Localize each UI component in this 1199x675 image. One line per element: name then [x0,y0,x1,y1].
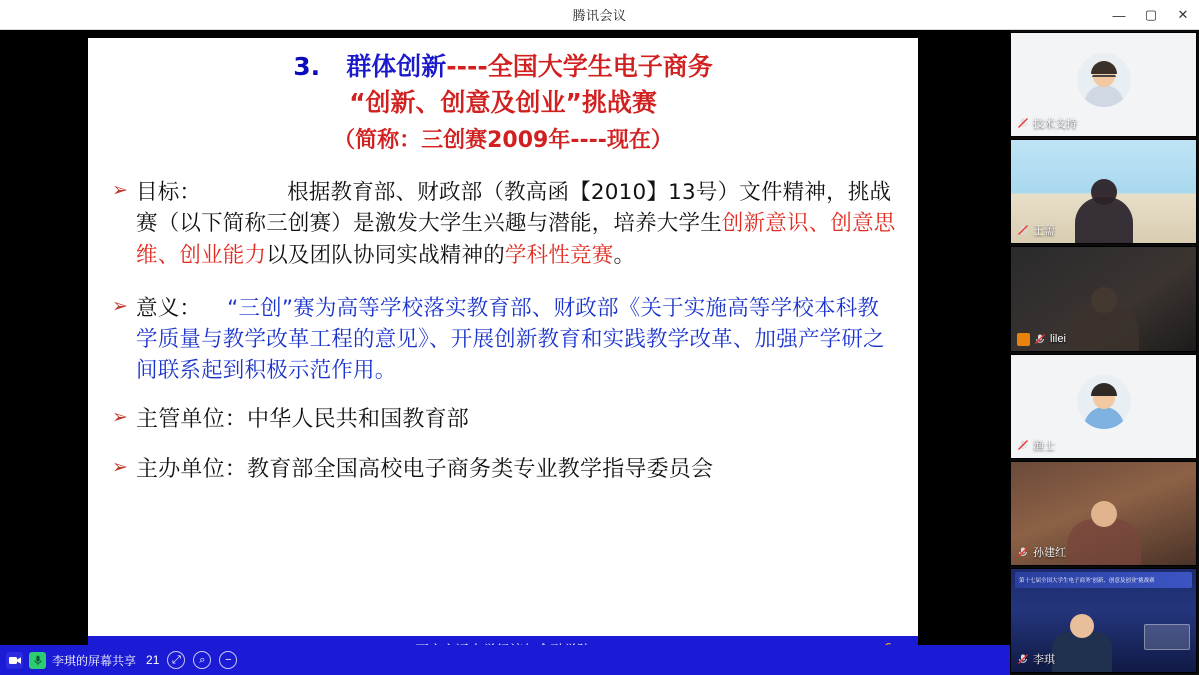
fit-icon[interactable]: ⤢ [167,651,185,669]
participant-rail [1010,30,1199,675]
minimize-button[interactable]: — [1112,7,1126,23]
participant-name-row [1017,115,1077,131]
participant-tile[interactable] [1010,32,1197,137]
presentation-slide [88,38,918,662]
maximize-button[interactable]: ▢ [1144,7,1158,22]
participant-tile-active-speaker[interactable] [1010,568,1197,673]
mic-muted-icon [1017,117,1029,129]
participant-name: 孙建红 [1033,546,1066,559]
slide-title-red: ----全国大学生电子商务 [446,52,713,81]
participant-name: lilei [1050,333,1066,346]
participant-tile[interactable] [1010,354,1197,459]
bullet-seg-bold: 团队协同实战精神 [309,242,484,268]
slide-title-line3: （简称：三创赛2009年----现在） [333,127,673,153]
meeting-stage [0,30,1199,675]
window-controls [1103,0,1199,30]
slide-bullet [106,404,900,436]
share-owner-label: 李琪的屏幕共享 [52,653,137,668]
bullet-marker-icon: ➢ [112,294,128,317]
avatar [1077,53,1131,107]
bullet-seg-label: 目标： [136,180,202,206]
bullet-seg-red2: 学科性竞赛 [504,242,614,268]
bullet-seg-body: “三创”赛为高等学校落实教育部、财政部《关于实施高等学校本科教学质量与教学改革工程的意见》、开展创新教育和实践教学改革、加强产学研之间联系起到积极示范作用。 [136,295,885,384]
participant-name-row [1017,333,1066,346]
avatar [1077,375,1131,429]
window-titlebar [0,0,1199,30]
participant-tile[interactable] [1010,246,1197,351]
bullet-text [136,293,900,387]
shared-screen-area [0,30,1010,675]
participant-name-row [1017,651,1055,667]
bullet-seg-red1: 创新意识、创意思维、创业能力 [136,211,896,268]
close-button[interactable]: ✕ [1177,7,1189,22]
participant-name-row [1017,222,1055,238]
participant-name-row [1017,437,1055,453]
bullet-marker-icon: ➢ [112,179,128,202]
participant-tile[interactable] [1010,139,1197,244]
zoom-search-icon[interactable]: ⌕ [193,651,211,669]
podium-graphic [1144,624,1190,650]
mic-muted-icon [1017,546,1029,558]
participant-name: 王薷 [1033,225,1055,238]
bullet-marker-icon: ➢ [112,456,128,479]
participant-name: 渔士 [1033,439,1055,452]
mic-muted-icon [1017,653,1029,665]
camera-icon[interactable] [6,652,23,669]
bullet-text: 主办单位：教育部全国高校电子商务类专业教学指导委员会 [136,457,714,483]
window-title: 腾讯会议 [572,8,627,23]
bullet-seg-body: 根据教育部、财政部（教高函【2010】13号）文件精神，挑战赛（以下简称三创赛）是激发大学生兴趣与潜能，培养大学生 [136,180,892,237]
slide-title [106,50,900,155]
zoom-level-value: 21 [146,653,160,667]
participant-tile[interactable] [1010,461,1197,566]
participant-name: 李琪 [1033,654,1055,667]
bullet-seg-label: 意义： [136,295,202,321]
participant-name-row [1017,544,1066,560]
event-banner: 第十七届全国大学生电子商务“创新、创意及创业”挑战赛 [1015,572,1192,588]
zoom-out-icon[interactable]: − [219,651,237,669]
slide-title-number: 3. [293,52,321,81]
mic-muted-icon [1034,333,1046,345]
bullet-marker-icon: ➢ [112,406,128,429]
participant-name: 技术支持 [1033,118,1077,131]
mic-muted-icon [1017,224,1029,236]
slide-bullet [106,454,900,486]
slide-title-line2: “创新、创意及创业”挑战赛 [349,87,657,117]
bullet-seg-de: 的 [483,242,505,268]
slide-bullet [106,177,900,271]
bullet-text: 主管单位：中华人民共和国教育部 [136,407,470,433]
slide-title-blue: 群体创新 [346,52,447,81]
mic-muted-icon [1017,439,1029,451]
bullet-text [136,177,900,271]
screen-share-toolbar [0,645,1010,675]
bullet-seg-join: 以及 [266,242,310,268]
bullet-seg-period: 。 [613,242,636,268]
slide-bullet [106,293,900,387]
host-badge-icon [1017,333,1030,346]
mic-icon[interactable] [29,652,46,669]
